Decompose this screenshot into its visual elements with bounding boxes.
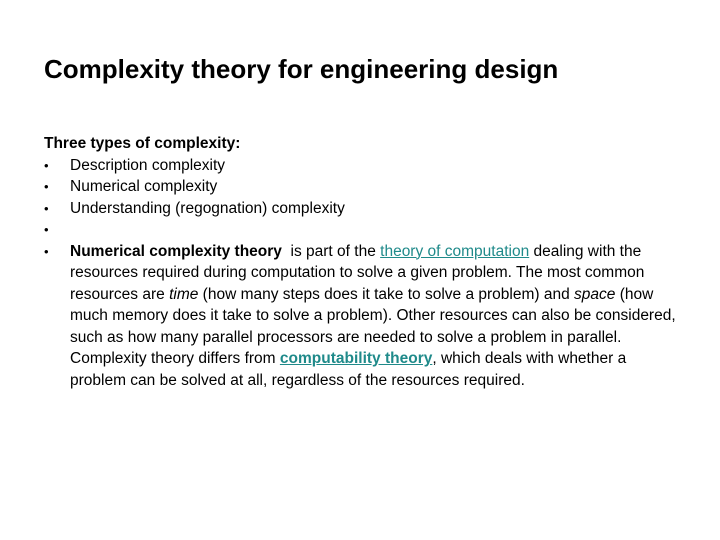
bullet-item [44,198,684,220]
paragraph-text [70,241,684,392]
paragraph-text-1: is part of the [281,242,381,260]
paragraph-text-5: , which deals with whether a problem can be solved at all, regardless of the resources required. [70,350,627,389]
bullet-item [44,176,684,198]
paragraph-text-4: (how much memory does it take to solve a problem). Other resources can also be considered, such as how many parallel processors are needed to solve a problem in parallel. Complexity theory differs from [70,285,676,367]
bullet-list [44,155,684,392]
bullet-dot: • [44,200,49,216]
paragraph-em-time: time [169,285,199,303]
bullet-text: Numerical complexity [70,178,218,195]
paragraph-text-3: (how many steps does it take to solve a problem) and [198,285,575,303]
paragraph-em-space: space [574,285,616,303]
bullet-dot: • [44,179,49,194]
bullet-dot: • [44,157,49,173]
paragraph-text-2: dealing with the resources required during computation to solve a given problem. The most common resources are [70,242,645,303]
slide-content [44,133,684,391]
bullet-text: Understanding (regognation) complexity [70,199,345,217]
theory-of-computation-link[interactable]: theory of computation [380,242,530,260]
intro-text: Three types of complexity: [44,135,241,152]
computability-theory-link[interactable]: computability theory [279,350,433,367]
paragraph-term: Numerical complexity theory [70,242,282,260]
bullet-item-paragraph [44,241,684,392]
bullet-item [44,155,684,177]
bullet-item-empty [44,219,684,241]
bullet-dot: • [44,222,49,237]
bullet-dot: • [44,243,49,259]
slide-title: Complexity theory for engineering design [44,54,559,84]
bullet-text: Description complexity [70,156,226,174]
intro-line [44,133,684,155]
